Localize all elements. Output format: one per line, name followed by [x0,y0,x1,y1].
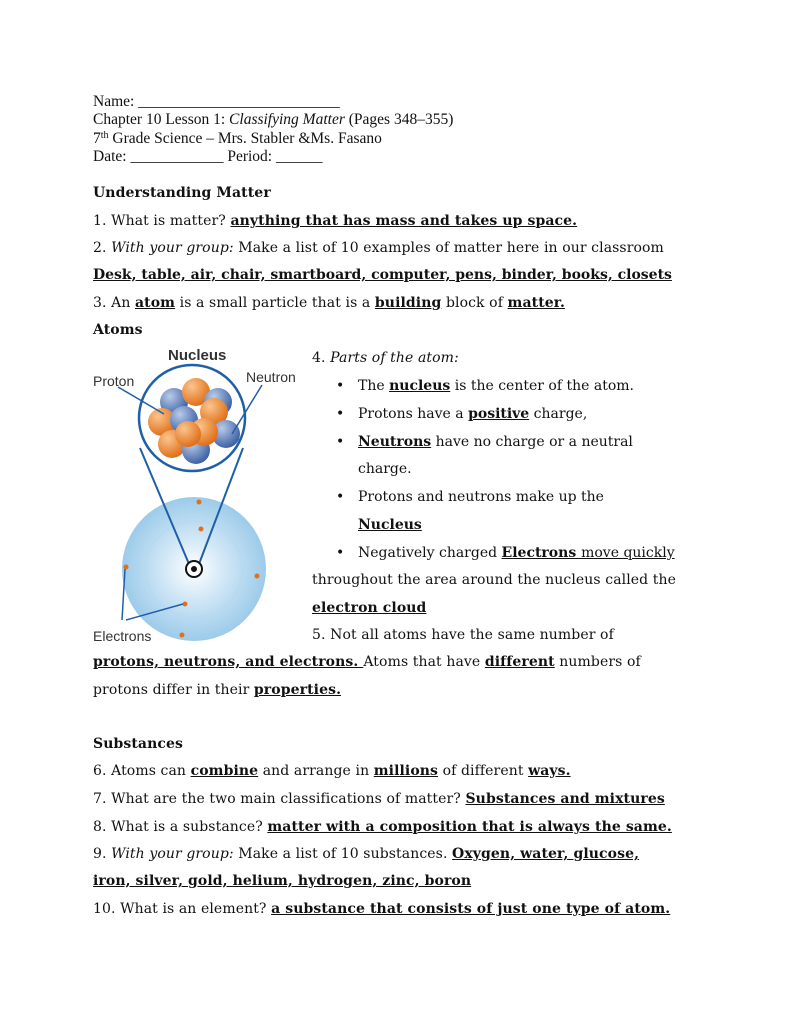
q10-answer: a substance that consists of just one type of atom. [271,901,671,917]
q5-word-properties: properties. [253,682,342,698]
neutron-label: Neutron [246,369,296,385]
proton-label: Proton [93,373,135,389]
b2-a: Protons have a [358,406,469,422]
chapter-pages: (Pages 348–355) [344,111,454,128]
q1-answer: anything that has mass and takes up space. [230,213,578,229]
question-6 [93,762,571,780]
b5-b: move quickly [581,545,675,561]
q5-c: numbers of [554,654,641,670]
q2-answer: Desk, table, air, chair, smartboard, computer, pens, binder, books, closets [93,267,672,283]
name-label: Name: [93,93,139,110]
q5-d: protons differ in their [93,682,254,698]
bullet-electrons [336,544,675,562]
bullet-nucleus [336,377,634,395]
q3-word-atom: atom [135,295,176,311]
question-2 [93,239,664,257]
chapter-line [93,111,453,129]
bullet-neutrons-cont: charge. [358,461,412,477]
q9-italic: With your group: [111,846,234,862]
bullet-dot: • [336,378,345,394]
question-4 [312,349,459,367]
question-5: 5. Not all atoms have the same number of [312,627,614,643]
electron-cloud-term: electron cloud [312,600,427,616]
q1-prefix: 1. What is matter? [93,213,231,229]
q5-word-different: different [484,654,555,670]
q2-italic: With your group: [111,240,234,256]
question-5-end [93,681,341,699]
bullet-neutrons [336,433,633,451]
b5-word: Electrons [501,545,582,561]
period-blank[interactable]: ______ [275,148,323,165]
electron [124,565,129,570]
electrons-cont: throughout the area around the nucleus called the [312,572,677,588]
electron [197,500,202,505]
q5-b: Atoms that have [363,654,485,670]
b1-word: nucleus [389,378,451,394]
b3-word: Neutrons [358,434,432,450]
grade-sup: th [100,130,109,141]
q4-italic: Parts of the atom: [330,350,459,366]
grade-line [93,130,382,148]
electron [180,633,185,638]
question-10 [93,900,670,918]
section-heading-matter: Understanding Matter [93,185,271,201]
section-heading-atoms: Atoms [93,322,143,338]
q3-b: is a small particle that is a [175,295,375,311]
question-9 [93,845,639,863]
electrons-label: Electrons [93,628,152,644]
q3-word-matter: matter. [507,295,565,311]
q8-answer: matter with a composition that is always the same. [267,819,672,835]
q7-a: 7. What are the two main classifications of matter? [93,791,466,807]
bullet-nucleus-makeup [336,488,604,506]
q10-a: 10. What is an element? [93,901,272,917]
q6-a: 6. Atoms can [93,763,191,779]
q9-b: Make a list of 10 substances. [233,846,453,862]
b4-a: Protons and neutrons make up the [358,489,604,505]
b2-b: charge, [529,406,588,422]
chapter-prefix: Chapter 10 Lesson 1: [93,111,230,128]
b4-word: Nucleus [358,517,422,533]
date-blank[interactable]: ____________ [130,148,224,165]
name-blank[interactable]: __________________________ [138,93,340,110]
q3-a: 3. An [93,295,135,311]
electron [183,602,188,607]
q6-b: and arrange in [258,763,374,779]
bullet-dot: • [336,406,345,422]
bullet-protons [336,405,588,423]
chapter-title: Classifying Matter [229,111,345,128]
nucleus-label: Nucleus [168,347,227,364]
proton [175,421,201,447]
q6-word-combine: combine [190,763,259,779]
b1-a: The [358,378,390,394]
q8-a: 8. What is a substance? [93,819,268,835]
question-3 [93,294,565,312]
period-label: Period: [223,148,276,165]
question-5-cont [93,653,641,671]
q9-answer-2: iron, silver, gold, helium, hydrogen, zinc, boron [93,873,472,889]
q6-word-millions: millions [373,763,439,779]
bullet-dot: • [336,434,345,450]
q9-answer-1: Oxygen, water, glucose, [452,846,640,862]
bullet-dot: • [336,545,345,561]
grade-rest: Grade Science – Mrs. Stabler &Ms. Fasano [108,130,382,147]
grade-num: 7 [93,130,101,147]
bullet-dot: • [336,489,345,505]
q6-word-ways: ways. [528,763,571,779]
question-7 [93,790,665,808]
b5-a: Negatively charged [358,545,502,561]
q7-answer: Substances and mixtures [465,791,665,807]
q9-a: 9. [93,846,112,862]
electron [199,527,204,532]
q2-prefix: 2. [93,240,112,256]
b2-word: positive [468,406,530,422]
q5-word-particles: protons, neutrons, and electrons. [93,654,364,670]
atom-diagram [88,340,308,650]
date-label: Date: [93,148,131,165]
name-line [93,93,340,111]
electron [255,574,260,579]
q3-c: block of [441,295,508,311]
date-line [93,148,322,166]
question-8 [93,818,672,836]
q2-rest: Make a list of 10 examples of matter here in our classroom [233,240,664,256]
b3-b: have no charge or a neutral [431,434,633,450]
q4-num: 4. [312,350,331,366]
nucleus-dot-core [191,566,197,572]
section-heading-substances: Substances [93,736,183,752]
question-1 [93,212,577,230]
q6-c: of different [438,763,529,779]
q3-word-building: building [374,295,442,311]
b1-b: is the center of the atom. [450,378,634,394]
